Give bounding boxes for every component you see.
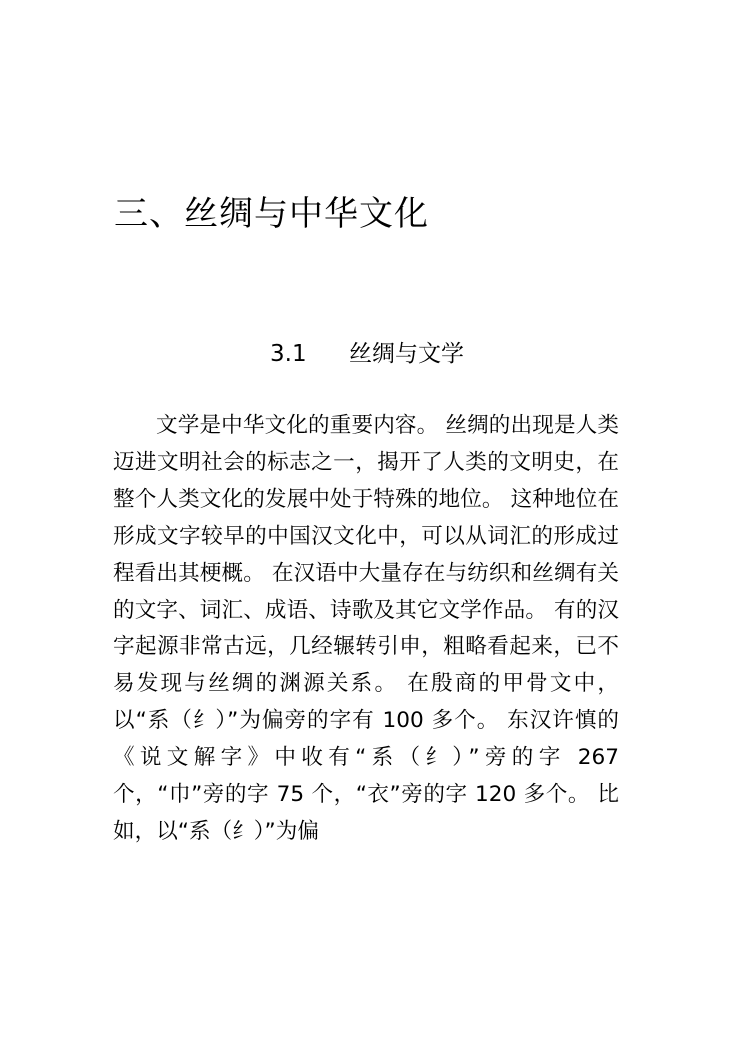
section-number: 3.1: [270, 341, 307, 367]
section-title: 丝绸与文学: [349, 341, 464, 367]
body-paragraph: 文学是中华文化的重要内容。 丝绸的出现是人类迈进文明社会的标志之一，揭开了人类的文明史，在整个人类文化的发展中处于特殊的地位。 这种地位在形成文字较早的中国汉文化中，可以从词汇的形成过程看出其梗概。 在汉语中大量存在与纺织和丝绸有关的文字、词汇、成语、诗歌及其它文学作品。 有的汉字起源非常古远，几经辗转引申，粗略看起来，已不易发现与丝绸的渊源关系。 在殷商的甲骨文中，以“系（纟）”为偏旁的字有 100 多个。 东汉许慎的《说文解字》中收有“系（纟）”旁的字 267 个，“巾”旁的字 75 个，“衣”旁的字 120 多个。 比如，以“系（纟）”为偏: [113, 413, 619, 844]
chapter-title: 三、丝绸与中华文化: [114, 194, 429, 234]
section-heading: [270, 338, 464, 370]
